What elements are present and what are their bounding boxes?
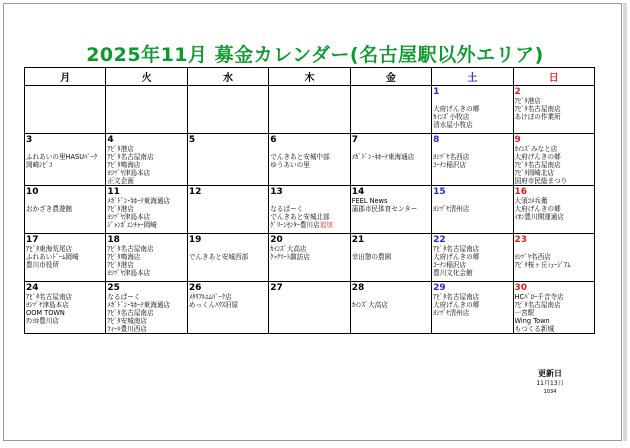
day-number: 7 [351,135,358,145]
day-cell [25,282,106,334]
day-number: 25 [107,283,120,293]
day-cell [432,134,513,186]
day-number: 5 [188,135,196,145]
event-item: ｱﾋﾟﾀ東海荒尾店 [26,245,73,253]
event-item: ｱﾋﾟﾀ港店 [514,97,541,105]
weekday-thu: 木 [269,68,350,86]
day-number: 27 [270,283,283,293]
day-cell [187,186,268,234]
event-item: ｱﾋﾟﾀ名古屋南店 [514,161,561,169]
day-cell [187,234,268,282]
event-item: ｱﾋﾟﾀ名古屋南店 [433,245,480,253]
day-number: 6 [270,135,277,145]
event-item: 豊川市役所 [26,261,59,269]
event-item: ｱﾋﾟﾀ岡崎北店 [514,169,555,177]
day-cell [513,234,594,282]
event-item: ｱﾋﾟﾀ名古屋南店 [514,301,561,309]
event-item: ｱﾋﾟﾀ名古屋南店 [107,309,154,317]
event-item: ﾖｼﾂﾞﾔ津島本店 [107,213,151,221]
day-number [26,87,104,97]
event-item: めっくんﾊｳｽ旧原 [188,301,239,309]
day-number: 30 [514,283,528,293]
event-item: ｸﾞﾘｰﾝｾﾝﾀｰ豊川店追加 [270,221,333,229]
event-item: ｼﾞｬﾝﾎﾞｴﾝﾁｬｰ岡崎 [107,221,157,229]
event-item: 幸田憩の農園 [351,253,392,261]
day-cell [269,282,350,334]
event-item: 清水屋小牧店 [433,121,473,129]
event-item: ﾖｼﾂﾞﾔ清州店 [433,205,470,213]
event-item: ｲｵﾝ豊川開運通店 [514,213,564,221]
event-item: ﾖｼﾂﾞﾔ清州店 [433,309,470,317]
event-item: でんきあと安城北部 [270,213,330,221]
event-item: 蒲郡市民体育センター [351,205,418,213]
day-cell [432,234,513,282]
event-item: Wing Town [514,317,550,325]
calendar-body [25,86,595,334]
day-cell [25,234,106,282]
day-cell [513,86,594,134]
day-cell [513,186,594,234]
event-item [270,145,348,153]
event-item [26,197,104,205]
weekday-header-row [25,68,595,86]
day-cell [350,86,431,134]
day-number [107,87,185,97]
update-label: 更新日 [538,369,562,378]
event-item [433,97,511,105]
day-cell [269,186,350,234]
event-item: ｺｰﾅﾝ稲沢店 [433,161,467,169]
day-number: 10 [26,187,39,197]
weekday-tue: 火 [106,68,187,86]
day-number: 15 [433,187,446,197]
day-cell [269,134,350,186]
weekday-sat: 土 [432,68,513,86]
event-item: ｶｲﾝｽﾞ大高店 [270,245,307,253]
event-item: 大須ｺﾒ兵衛 [514,197,548,205]
day-number: 20 [270,235,283,245]
day-number: 16 [514,187,528,197]
day-cell [106,186,187,234]
event-item: 大府げんきの郷 [433,301,480,309]
event-item: ｱﾋﾟﾀ鳴海店 [107,253,141,261]
event-item: ゆうあいの里 [270,161,310,169]
event-item: ｱﾋﾟﾀ港店 [107,145,134,153]
day-number: 13 [270,187,283,197]
event-item [352,245,430,253]
day-cell [350,186,431,234]
event-item: ｱﾋﾟﾀ港店 [107,261,134,269]
day-number [270,87,348,97]
day-number: 3 [26,135,33,145]
event-item: あけぼの作業所 [514,113,561,121]
event-item: 豊川文化会館 [433,269,473,277]
day-number: 18 [107,235,120,245]
event-item: ｺｰﾅﾝ稲沢店 [433,261,467,269]
day-cell [106,86,187,134]
day-number: 21 [351,235,365,245]
update-time: 1034 [543,389,557,395]
calendar-grid [24,67,595,334]
day-number: 2 [514,87,521,97]
event-item: ﾖｼﾂﾞﾔ名西店 [433,153,470,161]
event-item: ｱﾋﾟﾀ安城南店 [107,317,147,325]
event-item: ｻﾝﾖﾈ豊川店 [26,317,59,325]
day-number: 8 [433,135,440,145]
event-item: 大府げんきの郷 [514,153,561,161]
day-cell [269,86,350,134]
day-number: 14 [351,187,365,197]
day-number: 11 [107,187,120,197]
event-item [433,197,511,205]
event-item: FEEL News [351,197,388,205]
day-cell [25,86,106,134]
event-item: ｱﾋﾟﾀ名古屋南店 [107,245,154,253]
event-item: なるぱーく [270,205,304,213]
event-item: ｱﾋﾟﾀ名古屋南店 [514,105,561,113]
day-number: 24 [26,283,39,293]
event-item: ｱﾋﾟﾀ鳴海店 [107,161,141,169]
event-item: 大府げんきの郷 [433,105,480,113]
event-item: ﾒｶﾞﾄﾞﾝ･ｷﾎｰﾃ東海通店 [351,153,415,161]
day-number: 19 [188,235,202,245]
week-row [25,186,595,234]
event-item: ﾖｼﾂﾞﾔ津島本店 [107,169,151,177]
event-item: ﾒｶﾞﾄﾞﾝ･ｷﾎｰﾃ東海通店 [107,301,171,309]
weekday-wed: 水 [187,68,268,86]
day-cell [106,134,187,186]
day-cell [187,86,268,134]
day-number [352,87,430,97]
day-number: 9 [514,135,521,145]
event-item [433,145,511,153]
event-item: ｱﾋﾟﾀ桜ヶ丘ﾐｭｰｼﾞｱﾑ [514,261,571,269]
event-item: ｱﾋﾟﾀ名古屋南店 [107,153,154,161]
event-item: OOM TOWN [26,309,65,317]
event-item: ｱﾋﾟﾀ名古屋南店 [26,293,73,301]
week-row [25,234,595,282]
day-number: 4 [107,135,114,145]
day-cell [432,86,513,134]
page-edge [623,3,627,441]
event-item: 国府市民総まつり [514,177,568,185]
event-item: でんきあと安城西部 [188,253,249,261]
event-item: おかざき農遊館 [26,205,73,213]
event-item: HCﾊﾞﾛｰ千音寺店 [514,293,564,301]
calendar-title: 2025年11月 募金カレンダー(名古屋駅以外エリア) [86,44,544,66]
day-number: 12 [188,187,202,197]
event-item: ｶｲﾝｽﾞ大高店 [351,301,388,309]
day-cell [350,282,431,334]
event-item: ﾖｼﾂﾞﾔ津島本店 [26,301,69,309]
day-number: 28 [351,283,365,293]
week-row [25,86,595,134]
day-number: 26 [188,283,202,293]
day-cell [513,134,594,186]
event-item: ふれあいﾄﾞｰﾑ岡崎 [26,253,79,261]
day-cell [350,134,431,186]
day-number: 1 [433,87,440,97]
day-number: 29 [433,283,446,293]
day-cell [25,134,106,186]
day-number [189,87,267,97]
day-cell [432,186,513,234]
event-item: ﾒﾀﾘｱﾙｴﾑﾊﾟｰｸ店 [188,293,232,301]
day-cell [187,282,268,334]
event-item: 大府げんきの郷 [514,205,561,213]
day-cell [106,282,187,334]
update-date: 11月13日 [536,380,564,387]
day-cell [25,186,106,234]
event-item: ｶｲﾝｽﾞみなと店 [514,145,558,153]
weekday-mon: 月 [25,68,106,86]
event-item: ふれあいの里HASUﾊﾟｰｸ [26,153,98,161]
event-item: ﾖｼﾂﾞﾔ名西店 [514,253,551,261]
day-cell [187,134,268,186]
day-cell [350,234,431,282]
update-info [520,369,580,396]
event-item [352,293,430,301]
event-item: ｶｲﾝｽﾞ小牧店 [433,113,470,121]
event-item [515,245,593,253]
event-item [270,197,348,205]
event-item: もつくる新城 [514,325,555,333]
event-item: ｱﾋﾟﾀ港店 [107,205,134,213]
event-item [352,145,430,153]
day-cell [106,234,187,282]
event-item [189,245,267,253]
weekday-sun: 日 [513,68,594,86]
event-item: 大府げんきの郷 [433,253,480,261]
week-row [25,282,595,334]
event-item: ｱﾋﾟﾀ名古屋南店 [433,293,480,301]
week-row [25,134,595,186]
day-cell [432,282,513,334]
event-item: ﾒｶﾞﾄﾞﾝ･ｷﾎｰﾃ東海通店 [107,197,171,205]
day-number: 23 [514,235,528,245]
event-item: でんきあと安城中部 [270,153,330,161]
event-item [26,145,104,153]
day-cell [269,234,350,282]
event-item: 一宮駅 [514,309,535,317]
event-item: 岡崎ｼﾋﾞｺ [26,161,53,169]
day-number: 22 [433,235,446,245]
event-item: なるぱーく [107,293,141,301]
event-item: 正文企画 [107,177,134,185]
event-item: ﾖｼﾂﾞﾔ津島本店 [107,269,151,277]
event-item: ﾌｨｰﾙ豊川西店 [107,325,147,333]
day-cell [513,282,594,334]
event-item: ｸｯｸﾏｰﾄ諏訪店 [270,253,310,261]
weekday-fri: 金 [350,68,431,86]
day-number: 17 [26,235,39,245]
